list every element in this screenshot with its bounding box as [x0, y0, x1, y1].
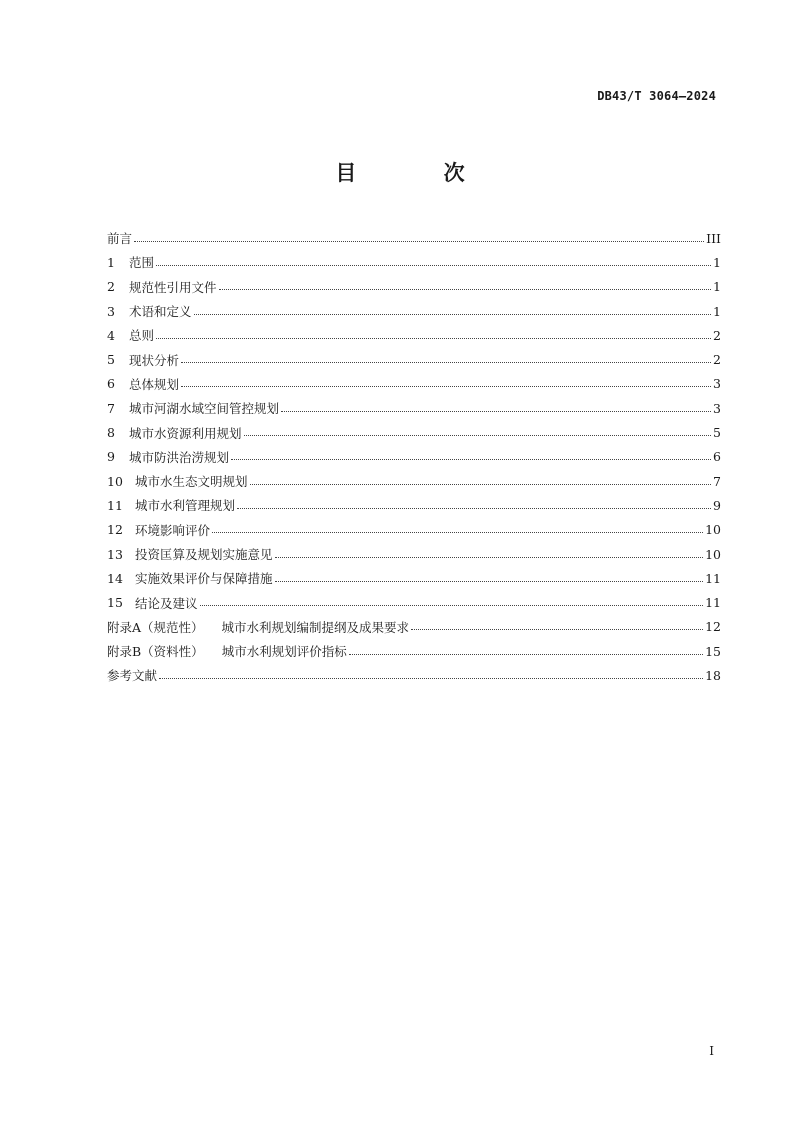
toc-entry-number: 10 — [107, 473, 123, 489]
toc-entry-number: 13 — [107, 546, 123, 562]
toc-entry[interactable] — [107, 445, 721, 469]
toc-entry-label: 城市防洪治涝规划 — [129, 449, 230, 465]
toc-entry-label: 投资匡算及规划实施意见 — [135, 547, 273, 562]
toc-leader-dots — [275, 556, 704, 558]
toc-entry-label: 参考文献 — [107, 668, 158, 684]
toc-entry-page: 1 — [713, 303, 721, 319]
toc-entry-page: 5 — [713, 425, 721, 441]
toc-entry-label: 城市水利管理规划 — [135, 498, 236, 514]
toc-leader-dots — [281, 410, 711, 412]
toc-entry-references[interactable] — [107, 663, 721, 687]
toc-entry-page: III — [706, 230, 721, 246]
toc-entry[interactable] — [107, 420, 721, 444]
toc-leader-dots — [231, 458, 711, 460]
toc-entry-subtitle: 城市水利规划编制提纲及成果要求 — [221, 619, 410, 635]
toc-entry-page: 11 — [705, 595, 721, 611]
page-number: I — [709, 1044, 714, 1058]
toc-entry-page: 11 — [705, 570, 721, 586]
toc-entry-subtitle: 城市水利规划评价指标 — [221, 644, 347, 660]
toc-entry-label: 城市水生态文明规划 — [135, 474, 248, 490]
toc-entry[interactable] — [107, 469, 721, 493]
toc-entry[interactable] — [107, 518, 721, 542]
toc-entry-page: 6 — [713, 449, 721, 465]
toc-entry[interactable] — [107, 226, 721, 250]
toc-entry[interactable] — [107, 250, 721, 274]
toc-entry-page: 1 — [713, 279, 721, 295]
toc-entry[interactable] — [107, 347, 721, 371]
toc-entry-number: 12 — [107, 522, 123, 538]
toc-leader-dots — [219, 288, 711, 290]
toc-entry[interactable] — [107, 323, 721, 347]
page-title: 目 次 — [335, 161, 505, 185]
toc-entry[interactable] — [107, 542, 721, 566]
toc-entry-number: 14 — [107, 570, 123, 586]
toc-entry-appendix-a[interactable] — [107, 615, 721, 639]
toc-entry-label: 现状分析 — [129, 352, 180, 368]
toc-leader-dots — [156, 264, 711, 266]
toc-entry-page: 12 — [705, 619, 721, 635]
toc-entry-number: 6 — [107, 376, 115, 392]
toc-entry-label: 附录A（规范性） — [107, 619, 204, 635]
toc-entry[interactable] — [107, 396, 721, 420]
toc-entry-label: 城市水资源利用规划 — [129, 425, 242, 441]
toc-entry[interactable] — [107, 275, 721, 299]
toc-entry-page: 15 — [705, 643, 721, 659]
toc-entry-number: 5 — [107, 352, 115, 368]
toc-leader-dots — [159, 677, 703, 679]
toc-entry-number: 2 — [107, 279, 115, 295]
toc-entry[interactable] — [107, 299, 721, 323]
toc-entry-appendix-b[interactable] — [107, 639, 721, 663]
toc-entry-page: 10 — [705, 546, 721, 562]
toc-entry-label: 附录B（资料性） — [107, 644, 204, 660]
toc-entry-number: 9 — [107, 449, 115, 465]
toc-leader-dots — [200, 604, 704, 606]
toc-entry-label: 规范性引用文件 — [129, 279, 217, 295]
toc-leader-dots — [156, 337, 711, 339]
toc-entry-number: 8 — [107, 425, 115, 441]
toc-entry-label: 实施效果评价与保障措施 — [135, 571, 273, 587]
toc-leader-dots — [244, 434, 711, 436]
toc-entry-page: 10 — [705, 522, 721, 538]
toc-entry-label: 结论及建议 — [135, 595, 198, 611]
toc-entry-page: 18 — [705, 667, 721, 683]
toc-entry-number: 4 — [107, 327, 115, 343]
toc-entry-label: 城市河湖水域空间管控规划 — [129, 401, 280, 417]
table-of-contents — [107, 226, 721, 688]
toc-entry[interactable] — [107, 372, 721, 396]
toc-leader-dots — [134, 240, 704, 242]
toc-entry-page: 3 — [713, 376, 721, 392]
toc-entry-label: 总则 — [129, 328, 155, 344]
toc-entry[interactable] — [107, 493, 721, 517]
toc-entry-number: 1 — [107, 254, 115, 270]
toc-leader-dots — [275, 580, 704, 582]
toc-entry-page: 1 — [713, 254, 721, 270]
toc-leader-dots — [237, 507, 711, 509]
toc-entry-page: 7 — [713, 473, 721, 489]
toc-entry-label: 前言 — [107, 231, 133, 247]
toc-entry-page: 2 — [713, 352, 721, 368]
toc-leader-dots — [250, 483, 711, 485]
toc-entry-number: 7 — [107, 400, 115, 416]
toc-entry-number: 3 — [107, 303, 115, 319]
toc-entry-page: 9 — [713, 497, 721, 513]
standard-code: DB43/T 3064—2024 — [597, 89, 716, 103]
toc-entry-label: 术语和定义 — [129, 304, 192, 320]
toc-entry-number: 11 — [107, 497, 123, 513]
toc-leader-dots — [349, 653, 703, 655]
toc-leader-dots — [212, 531, 703, 533]
toc-entry-page: 3 — [713, 400, 721, 416]
toc-entry-number: 15 — [107, 595, 123, 611]
toc-entry-label: 环境影响评价 — [135, 522, 211, 538]
toc-entry[interactable] — [107, 590, 721, 614]
toc-entry-page: 2 — [713, 327, 721, 343]
toc-leader-dots — [181, 361, 711, 363]
toc-leader-dots — [181, 385, 711, 387]
toc-leader-dots — [411, 628, 703, 630]
toc-entry-label: 总体规划 — [129, 376, 180, 392]
toc-entry-label: 范围 — [129, 255, 155, 271]
toc-leader-dots — [194, 313, 711, 315]
toc-entry[interactable] — [107, 566, 721, 590]
